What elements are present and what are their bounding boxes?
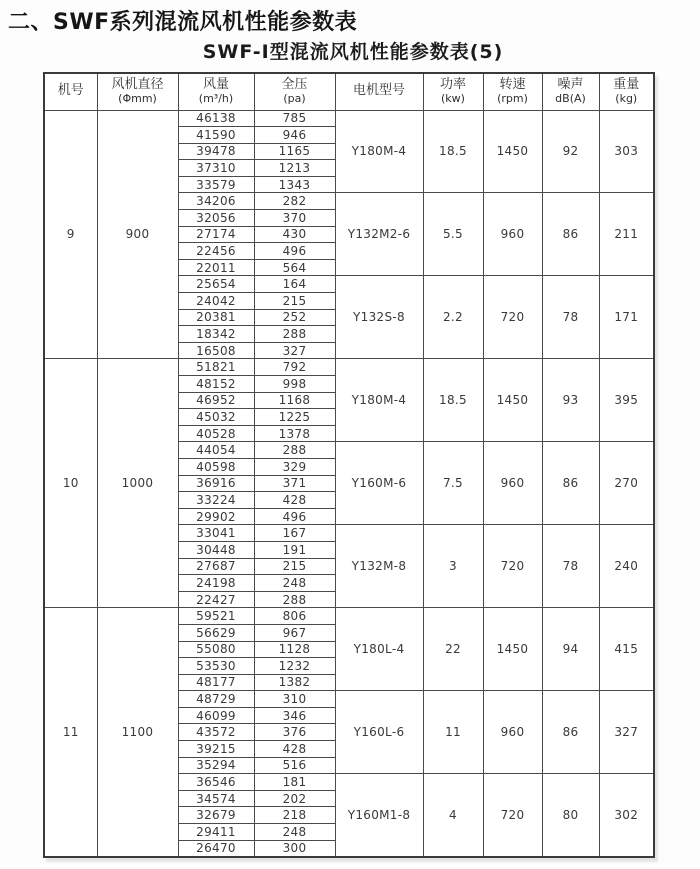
cell-model-no: 11 bbox=[44, 608, 97, 857]
cell-air-volume: 25654 bbox=[178, 276, 254, 293]
cell-pressure: 248 bbox=[254, 824, 335, 841]
cell-motor-model: Y180M-4 bbox=[335, 359, 423, 442]
cell-speed: 720 bbox=[483, 774, 542, 857]
cell-pressure: 564 bbox=[254, 259, 335, 276]
cell-noise: 86 bbox=[542, 442, 599, 525]
cell-noise: 92 bbox=[542, 110, 599, 193]
cell-noise: 80 bbox=[542, 774, 599, 857]
cell-air-volume: 16508 bbox=[178, 342, 254, 359]
cell-air-volume: 43572 bbox=[178, 724, 254, 741]
col-header-pressure bbox=[254, 73, 335, 110]
cell-pressure: 967 bbox=[254, 624, 335, 641]
cell-noise: 86 bbox=[542, 193, 599, 276]
cell-pressure: 288 bbox=[254, 591, 335, 608]
cell-pressure: 1165 bbox=[254, 143, 335, 160]
cell-motor-model: Y132S-8 bbox=[335, 276, 423, 359]
cell-air-volume: 48152 bbox=[178, 376, 254, 393]
cell-weight: 415 bbox=[599, 608, 654, 691]
fan-table-body bbox=[44, 110, 654, 857]
cell-speed: 1450 bbox=[483, 110, 542, 193]
cell-air-volume: 34574 bbox=[178, 790, 254, 807]
col-header-label: 重量 bbox=[613, 76, 640, 92]
cell-noise: 86 bbox=[542, 691, 599, 774]
cell-air-volume: 39215 bbox=[178, 741, 254, 758]
cell-pressure: 785 bbox=[254, 110, 335, 127]
cell-air-volume: 46952 bbox=[178, 392, 254, 409]
cell-air-volume: 46099 bbox=[178, 707, 254, 724]
cell-power: 11 bbox=[423, 691, 483, 774]
cell-pressure: 1378 bbox=[254, 425, 335, 442]
cell-pressure: 516 bbox=[254, 757, 335, 774]
cell-power: 18.5 bbox=[423, 110, 483, 193]
cell-pressure: 430 bbox=[254, 226, 335, 243]
cell-air-volume: 32679 bbox=[178, 807, 254, 824]
cell-pressure: 1382 bbox=[254, 674, 335, 691]
cell-air-volume: 55080 bbox=[178, 641, 254, 658]
table-row bbox=[44, 359, 654, 376]
cell-air-volume: 24042 bbox=[178, 293, 254, 310]
col-header-model-no bbox=[44, 73, 97, 110]
cell-pressure: 215 bbox=[254, 293, 335, 310]
cell-pressure: 496 bbox=[254, 243, 335, 260]
col-header-unit: (pa) bbox=[283, 91, 306, 105]
col-header-label: 功率 bbox=[439, 76, 466, 92]
table-header bbox=[44, 73, 654, 110]
col-header-label: 噪声 bbox=[557, 76, 584, 92]
cell-power: 5.5 bbox=[423, 193, 483, 276]
cell-air-volume: 40598 bbox=[178, 458, 254, 475]
cell-weight: 270 bbox=[599, 442, 654, 525]
cell-pressure: 496 bbox=[254, 508, 335, 525]
col-header-speed bbox=[483, 73, 542, 110]
cell-motor-model: Y160L-6 bbox=[335, 691, 423, 774]
col-header-unit: (m³/h) bbox=[198, 91, 234, 105]
cell-air-volume: 26470 bbox=[178, 840, 254, 857]
cell-air-volume: 56629 bbox=[178, 624, 254, 641]
cell-air-volume: 48177 bbox=[178, 674, 254, 691]
cell-pressure: 346 bbox=[254, 707, 335, 724]
col-header-air-volume bbox=[178, 73, 254, 110]
cell-pressure: 1225 bbox=[254, 409, 335, 426]
cell-speed: 960 bbox=[483, 691, 542, 774]
col-header-motor-model bbox=[335, 73, 423, 110]
cell-air-volume: 34206 bbox=[178, 193, 254, 210]
table-row bbox=[44, 608, 654, 625]
cell-air-volume: 44054 bbox=[178, 442, 254, 459]
cell-pressure: 288 bbox=[254, 326, 335, 343]
cell-motor-model: Y132M-8 bbox=[335, 525, 423, 608]
cell-air-volume: 32056 bbox=[178, 210, 254, 227]
cell-air-volume: 45032 bbox=[178, 409, 254, 426]
cell-air-volume: 27687 bbox=[178, 558, 254, 575]
col-header-label: 风机直径 bbox=[111, 76, 164, 92]
cell-air-volume: 22011 bbox=[178, 259, 254, 276]
cell-air-volume: 27174 bbox=[178, 226, 254, 243]
cell-air-volume: 59521 bbox=[178, 608, 254, 625]
cell-speed: 720 bbox=[483, 276, 542, 359]
cell-motor-model: Y132M2-6 bbox=[335, 193, 423, 276]
col-header-noise bbox=[542, 73, 599, 110]
cell-pressure: 1168 bbox=[254, 392, 335, 409]
cell-pressure: 1343 bbox=[254, 176, 335, 193]
cell-pressure: 371 bbox=[254, 475, 335, 492]
col-header-weight bbox=[599, 73, 654, 110]
cell-speed: 720 bbox=[483, 525, 542, 608]
cell-pressure: 327 bbox=[254, 342, 335, 359]
table-row bbox=[44, 110, 654, 127]
cell-pressure: 376 bbox=[254, 724, 335, 741]
cell-pressure: 300 bbox=[254, 840, 335, 857]
cell-power: 18.5 bbox=[423, 359, 483, 442]
cell-air-volume: 22427 bbox=[178, 591, 254, 608]
cell-noise: 78 bbox=[542, 276, 599, 359]
cell-motor-model: Y160M1-8 bbox=[335, 774, 423, 857]
col-header-label: 电机型号 bbox=[352, 83, 405, 99]
cell-power: 22 bbox=[423, 608, 483, 691]
cell-air-volume: 40528 bbox=[178, 425, 254, 442]
cell-air-volume: 37310 bbox=[178, 160, 254, 177]
cell-pressure: 946 bbox=[254, 127, 335, 144]
cell-air-volume: 51821 bbox=[178, 359, 254, 376]
cell-pressure: 181 bbox=[254, 774, 335, 791]
cell-weight: 240 bbox=[599, 525, 654, 608]
cell-air-volume: 48729 bbox=[178, 691, 254, 708]
cell-power: 7.5 bbox=[423, 442, 483, 525]
cell-noise: 78 bbox=[542, 525, 599, 608]
cell-air-volume: 29902 bbox=[178, 508, 254, 525]
cell-pressure: 1232 bbox=[254, 658, 335, 675]
cell-weight: 171 bbox=[599, 276, 654, 359]
cell-power: 3 bbox=[423, 525, 483, 608]
cell-air-volume: 36916 bbox=[178, 475, 254, 492]
cell-air-volume: 46138 bbox=[178, 110, 254, 127]
cell-air-volume: 20381 bbox=[178, 309, 254, 326]
col-header-label: 全压 bbox=[281, 76, 308, 92]
cell-pressure: 370 bbox=[254, 210, 335, 227]
col-header-power bbox=[423, 73, 483, 110]
cell-pressure: 792 bbox=[254, 359, 335, 376]
cell-air-volume: 29411 bbox=[178, 824, 254, 841]
cell-air-volume: 41590 bbox=[178, 127, 254, 144]
cell-diameter: 1100 bbox=[97, 608, 178, 857]
cell-air-volume: 18342 bbox=[178, 326, 254, 343]
cell-air-volume: 33579 bbox=[178, 176, 254, 193]
cell-pressure: 191 bbox=[254, 541, 335, 558]
cell-air-volume: 39478 bbox=[178, 143, 254, 160]
cell-pressure: 218 bbox=[254, 807, 335, 824]
cell-air-volume: 53530 bbox=[178, 658, 254, 675]
cell-pressure: 998 bbox=[254, 376, 335, 393]
cell-pressure: 1128 bbox=[254, 641, 335, 658]
cell-air-volume: 22456 bbox=[178, 243, 254, 260]
cell-weight: 303 bbox=[599, 110, 654, 193]
col-header-unit: (rpm) bbox=[497, 91, 528, 105]
cell-weight: 327 bbox=[599, 691, 654, 774]
cell-pressure: 1213 bbox=[254, 160, 335, 177]
cell-model-no: 10 bbox=[44, 359, 97, 608]
cell-pressure: 252 bbox=[254, 309, 335, 326]
col-header-unit: (kw) bbox=[441, 91, 465, 105]
cell-power: 2.2 bbox=[423, 276, 483, 359]
col-header-unit: (Φmm) bbox=[118, 91, 157, 105]
cell-diameter: 1000 bbox=[97, 359, 178, 608]
cell-air-volume: 36546 bbox=[178, 774, 254, 791]
cell-air-volume: 30448 bbox=[178, 541, 254, 558]
cell-pressure: 282 bbox=[254, 193, 335, 210]
cell-pressure: 428 bbox=[254, 741, 335, 758]
cell-diameter: 900 bbox=[97, 110, 178, 359]
cell-power: 4 bbox=[423, 774, 483, 857]
cell-pressure: 202 bbox=[254, 790, 335, 807]
col-header-label: 机号 bbox=[57, 83, 84, 99]
cell-air-volume: 24198 bbox=[178, 575, 254, 592]
cell-speed: 1450 bbox=[483, 608, 542, 691]
table-subtitle: SWF-I型混流风机性能参数表(5) bbox=[202, 41, 504, 63]
cell-weight: 211 bbox=[599, 193, 654, 276]
cell-noise: 94 bbox=[542, 608, 599, 691]
cell-air-volume: 33224 bbox=[178, 492, 254, 509]
cell-speed: 960 bbox=[483, 442, 542, 525]
header-row bbox=[44, 73, 654, 110]
cell-noise: 93 bbox=[542, 359, 599, 442]
col-header-label: 转速 bbox=[499, 76, 526, 92]
col-header-unit: (kg) bbox=[615, 91, 638, 105]
cell-pressure: 164 bbox=[254, 276, 335, 293]
cell-pressure: 428 bbox=[254, 492, 335, 509]
col-header-unit: dB(A) bbox=[555, 91, 586, 105]
cell-pressure: 167 bbox=[254, 525, 335, 542]
cell-pressure: 806 bbox=[254, 608, 335, 625]
cell-pressure: 329 bbox=[254, 458, 335, 475]
cell-motor-model: Y180M-4 bbox=[335, 110, 423, 193]
cell-pressure: 215 bbox=[254, 558, 335, 575]
fan-performance-table bbox=[43, 72, 655, 858]
cell-pressure: 288 bbox=[254, 442, 335, 459]
cell-pressure: 248 bbox=[254, 575, 335, 592]
cell-motor-model: Y160M-6 bbox=[335, 442, 423, 525]
cell-motor-model: Y180L-4 bbox=[335, 608, 423, 691]
cell-model-no: 9 bbox=[44, 110, 97, 359]
cell-pressure: 310 bbox=[254, 691, 335, 708]
cell-air-volume: 35294 bbox=[178, 757, 254, 774]
cell-weight: 395 bbox=[599, 359, 654, 442]
page-heading: 二、SWF系列混流风机性能参数表 bbox=[8, 10, 358, 35]
cell-air-volume: 33041 bbox=[178, 525, 254, 542]
col-header-diameter bbox=[97, 73, 178, 110]
cell-speed: 960 bbox=[483, 193, 542, 276]
col-header-label: 风量 bbox=[202, 76, 229, 92]
cell-weight: 302 bbox=[599, 774, 654, 857]
cell-speed: 1450 bbox=[483, 359, 542, 442]
